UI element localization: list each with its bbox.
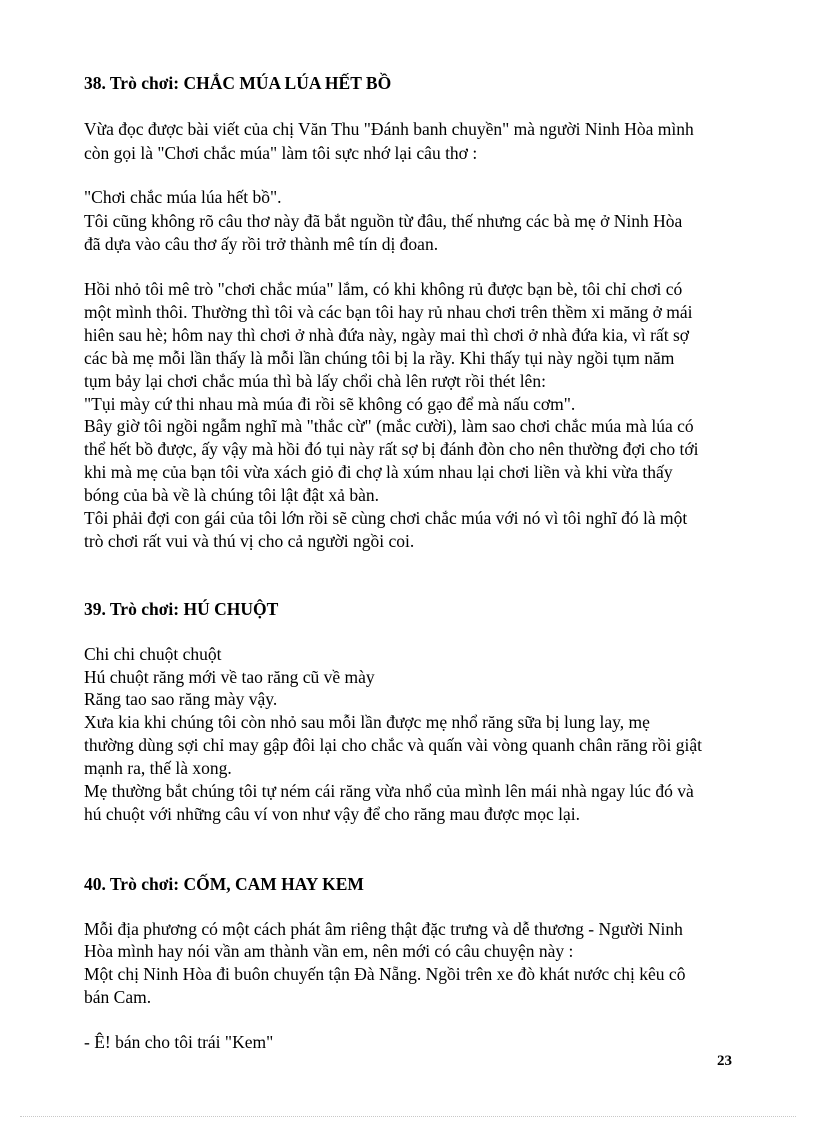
text-line: còn gọi là "Chơi chắc múa" làm tôi sực nhớ lại câu thơ : [84,143,478,163]
text-line: bán Cam. [84,987,152,1007]
text-line: thể hết bồ được, ấy vậy mà hồi đó tụi này rất sợ bị đánh đòn cho nên thường đợi cho tới [84,439,699,459]
text-line: tụm bảy lại chơi chắc múa thì bà lấy chổi chà lên rượt rồi thét lên: [84,371,546,391]
section-heading-38: 38. Trò chơi: CHẮC MÚA LÚA HẾT BỒ [84,73,392,93]
text-line: trò chơi rất vui và thú vị cho cả người ngồi coi. [84,531,415,551]
page-number: 23 [717,1053,732,1069]
text-line: Bây giờ tôi ngồi ngẫm nghĩ mà "thắc cừ" (mắc cười), làm sao chơi chắc múa mà lúa có [84,416,694,436]
text-line: Tôi phải đợi con gái của tôi lớn rồi sẽ cùng chơi chắc múa với nó vì tôi nghĩ đó là một [84,508,688,528]
text-line: các bà mẹ mỗi lần thấy là mỗi lần chúng tôi bị la rầy. Khi thấy tụi này ngồi tụm năm [84,348,675,368]
text-line: - Ê! bán cho tôi trái "Kem" [84,1032,274,1052]
text-line: Mẹ thường bắt chúng tôi tự ném cái răng vừa nhổ của mình lên mái nhà ngay lúc đó và [84,781,694,801]
text-line: bóng của bà về là chúng tôi lật đật xả bàn. [84,485,379,505]
text-line: hiên sau hè; hôm nay thì chơi ở nhà đứa này, ngày mai thì chơi ở nhà đứa kia, vì rất sợ [84,325,690,345]
text-line: một mình thôi. Thường thì tôi và các bạn tôi hay rủ nhau chơi trên thềm xi măng ở mái [84,302,693,322]
section-heading-40: 40. Trò chơi: CỐM, CAM HAY KEM [84,874,364,894]
text-line: thường dùng sợi chỉ may gập đôi lại cho chắc và quấn vài vòng quanh chân răng rồi giật [84,735,702,755]
text-line: Hú chuột răng mới về tao răng cũ về mày [84,667,375,687]
text-line: "Chơi chắc múa lúa hết bồ". [84,187,282,207]
text-line: Tôi cũng không rõ câu thơ này đã bắt nguồn từ đâu, thế nhưng các bà mẹ ở Ninh Hòa [84,211,683,231]
text-line: Xưa kia khi chúng tôi còn nhỏ sau mỗi lần được mẹ nhổ răng sữa bị lung lay, mẹ [84,712,650,732]
text-line: Hòa mình hay nói vần am thành vần em, nên mới có câu chuyện này : [84,941,574,961]
text-line: Một chị Ninh Hòa đi buôn chuyến tận Đà Nẵng. Ngồi trên xe đò khát nước chị kêu cô [84,964,686,984]
text-line: Mỗi địa phương có một cách phát âm riêng thật đặc trưng và dễ thương - Người Ninh [84,919,683,939]
text-line: đã dựa vào câu thơ ấy rồi trở thành mê tín dị đoan. [84,234,439,254]
text-line: "Tụi mày cứ thi nhau mà múa đi rồi sẽ không có gạo để mà nấu cơm". [84,394,576,414]
text-line: Chi chi chuột chuột [84,644,222,664]
text-line: khi mà mẹ của bạn tôi vừa xách giỏ đi chợ là xúm nhau lại chơi liền và khi vừa thấy [84,462,673,482]
text-line: Vừa đọc được bài viết của chị Văn Thu "Đánh banh chuyền" mà người Ninh Hòa mình [84,119,694,139]
page-bottom-divider [20,1116,796,1117]
text-line: Răng tao sao răng mày vậy. [84,689,278,709]
text-line: mạnh ra, thế là xong. [84,758,232,778]
text-line: hú chuột với những câu ví von như vậy để cho răng mau được mọc lại. [84,804,581,824]
text-line: Hồi nhỏ tôi mê trò "chơi chắc múa" lắm, có khi không rủ được bạn bè, tôi chỉ chơi có [84,279,683,299]
section-heading-39: 39. Trò chơi: HÚ CHUỘT [84,599,279,619]
